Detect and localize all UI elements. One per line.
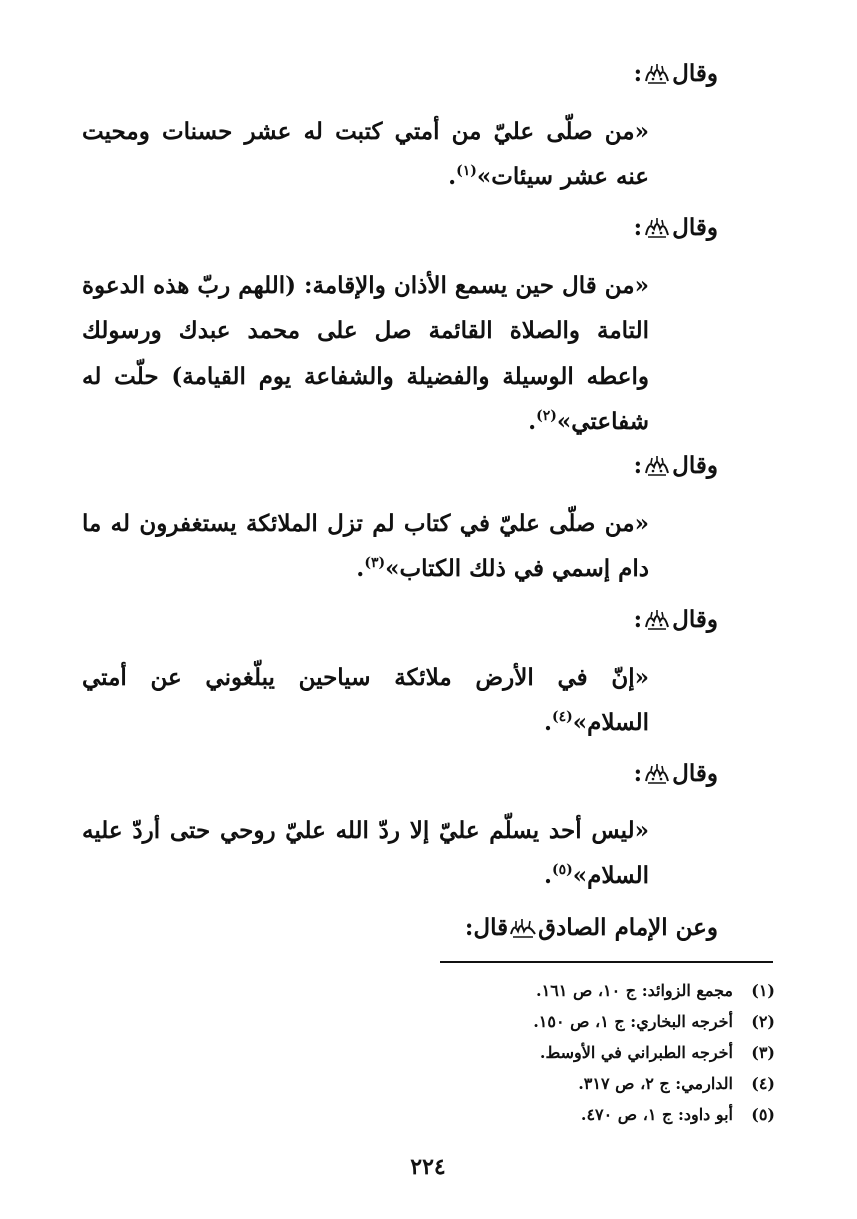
footnote-ref: (٣) (364, 555, 386, 572)
footnote-text: أخرجه الطبراني في الأوسط. (539, 1043, 733, 1062)
intro-line-5 (60, 754, 718, 794)
footnote-2 (380, 1011, 775, 1033)
footnote-text: مجمع الزوائد: ج ١٠، ص ١٦١. (536, 981, 733, 1000)
closing-after: قال: (464, 914, 509, 941)
full-stop: . (543, 709, 552, 737)
intro-colon: : (633, 760, 643, 787)
hadith-paragraph-3 (82, 501, 649, 592)
full-stop: . (448, 163, 457, 191)
intro-text: وقال (672, 452, 718, 479)
footnote-number: (٥) (751, 1105, 775, 1124)
full-stop: . (543, 862, 552, 890)
intro-line-3 (60, 446, 718, 486)
hadith-paragraph-4 (82, 655, 649, 746)
hadith-text: «من قال حين يسمع الأذان والإقامة: (اللهم ربّ هذه الدعوة التامة والصلاة القائمة صل على محمد عبدك ورسولك واعطه الوسيلة والفضيلة والشفاعة يوم القيامة) حلّت له شفاعتي» (82, 272, 649, 436)
full-stop: . (356, 555, 365, 583)
intro-colon: : (633, 214, 643, 241)
intro-colon: : (633, 452, 643, 479)
intro-text: وقال (672, 606, 718, 633)
closing-line (60, 908, 718, 948)
intro-colon: : (633, 60, 643, 87)
hadith-paragraph-5 (82, 808, 649, 899)
footnote-1 (380, 980, 775, 1002)
footnote-separator (440, 961, 773, 963)
footnote-number: (١) (751, 981, 775, 1000)
intro-text: وقال (672, 214, 718, 241)
salawat-seal-icon (643, 63, 671, 85)
intro-text: وقال (672, 60, 718, 87)
closing-text: وعن الإمام الصادق (538, 914, 718, 941)
intro-line-4 (60, 600, 718, 640)
footnote-text: الدارمي: ج ٢، ص ٣١٧. (578, 1074, 733, 1093)
footnote-ref: (٢) (536, 408, 557, 425)
footnote-ref: (٥) (551, 862, 573, 879)
hadith-text: «من صلّى عليّ في كتاب لم تزل الملائكة يستغفرون له ما دام إسمي في ذلك الكتاب» (82, 510, 649, 583)
footnote-number: (٣) (751, 1043, 775, 1062)
salawat-seal-icon (643, 455, 671, 477)
salawat-seal-icon (643, 763, 671, 785)
footnote-number: (٢) (751, 1012, 775, 1031)
footnote-ref: (٤) (551, 709, 573, 726)
intro-line-2 (60, 208, 718, 248)
hadith-text: «ليس أحد يسلّم عليّ إلا ردّ الله عليّ روحي حتى أردّ عليه السلام» (82, 817, 649, 890)
salawat-seal-icon (643, 217, 671, 239)
hadith-text: «من صلّى عليّ من أمتي كتبت له عشر حسنات ومحيت عنه عشر سيئات» (82, 118, 649, 191)
footnote-4 (380, 1073, 775, 1095)
page-number: ٢٢٤ (410, 1154, 446, 1180)
footnote-3 (380, 1042, 775, 1064)
hadith-paragraph-2 (82, 263, 649, 445)
intro-colon: : (633, 606, 643, 633)
footnote-ref: (١) (456, 163, 477, 180)
salawat-seal-icon (643, 609, 671, 631)
footnote-text: أبو داود: ج ١، ص ٤٧٠. (580, 1105, 733, 1124)
footnote-number: (٤) (751, 1074, 775, 1093)
intro-text: وقال (672, 760, 718, 787)
full-stop: . (528, 408, 537, 436)
alayhi-salam-seal-icon (509, 917, 537, 939)
hadith-text: «إنّ في الأرض ملائكة سياحين يبلّغوني عن أمتي السلام» (82, 664, 649, 737)
hadith-paragraph-1 (82, 109, 649, 200)
intro-line-1 (60, 54, 718, 94)
footnote-5 (380, 1104, 775, 1126)
footnote-text: أخرجه البخاري: ج ١، ص ١٥٠. (533, 1012, 733, 1031)
